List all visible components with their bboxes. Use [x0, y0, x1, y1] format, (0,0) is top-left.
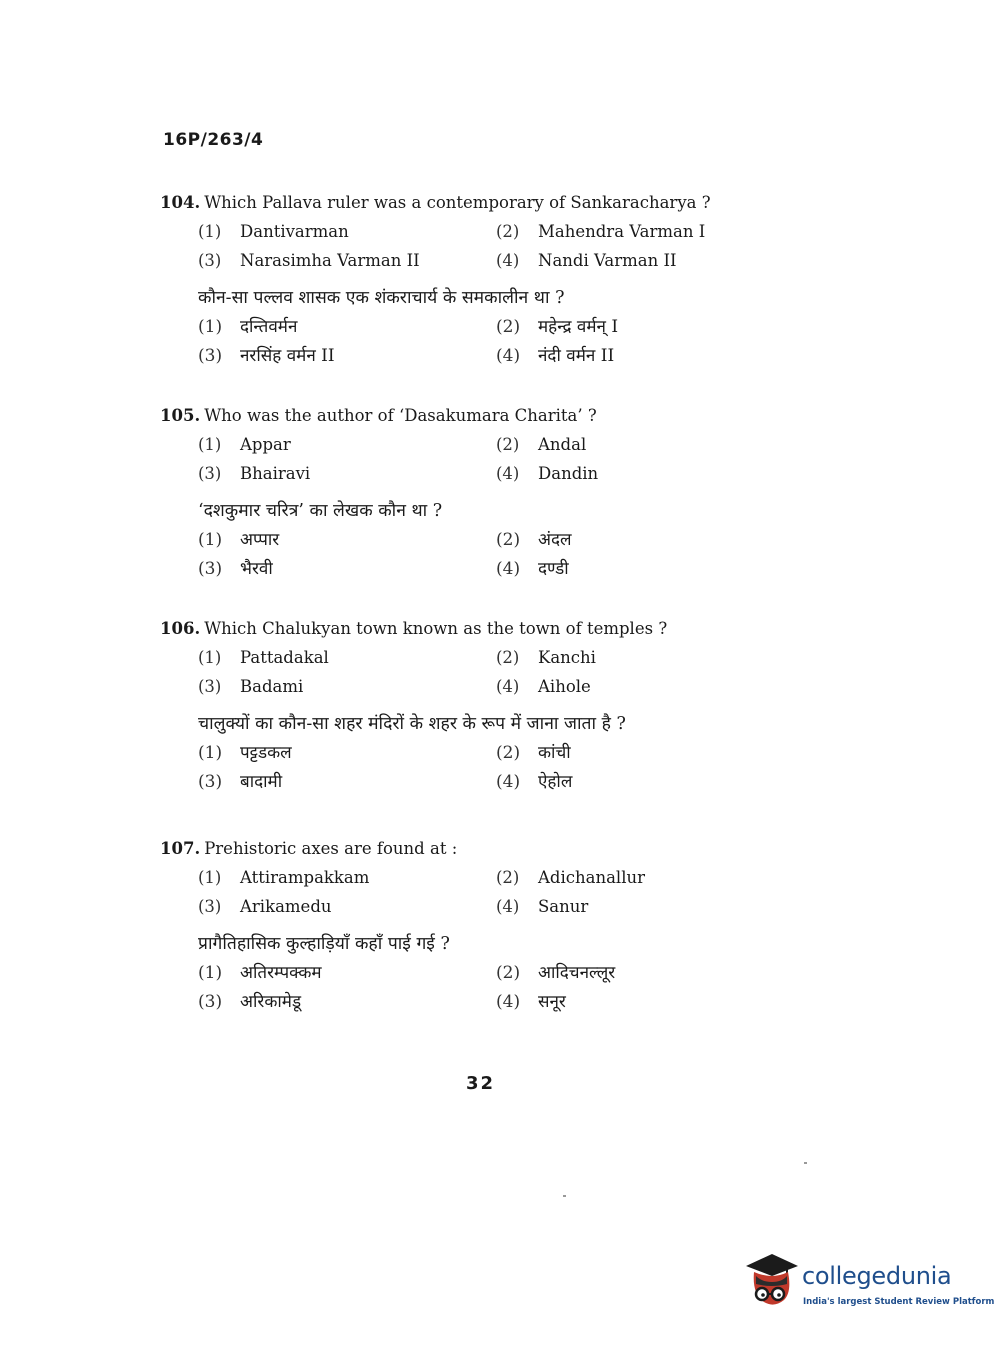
question-text: Prehistoric axes are found at :: [204, 839, 458, 858]
paper-code: 16P/263/4: [163, 130, 264, 150]
question-107: [160, 838, 780, 1014]
option-4: (4) Sanur: [496, 897, 589, 916]
option-3-hi: (3) अरिकामेडू: [198, 992, 302, 1012]
question-stem-en: [160, 192, 780, 214]
option-4-hi: (4) दण्डी: [496, 559, 569, 579]
options-hi: [198, 316, 780, 368]
option-3-hi: (3) बादामी: [198, 772, 283, 792]
option-1: (1) Attirampakkam: [198, 868, 370, 887]
options-en: [198, 433, 780, 485]
question-106: [160, 618, 780, 794]
question-text: Which Pallava ruler was a contemporary of Sankaracharya ?: [204, 193, 711, 212]
option-2: (2) Adichanallur: [496, 868, 645, 887]
brand-tagline: India's largest Student Review Platform: [803, 1297, 995, 1307]
collegedunia-watermark: [742, 1250, 995, 1314]
question-number: 106.: [160, 619, 201, 638]
option-2-hi: (2) अंदल: [496, 530, 572, 550]
question-stem-hi: चालुक्यों का कौन-सा शहर मंदिरों के शहर के रूप में जाना जाता है ?: [198, 714, 626, 734]
question-104: [160, 192, 780, 368]
brand-name: collegedunia: [802, 1262, 952, 1290]
option-1-hi: (1) दन्तिवर्मन: [198, 317, 298, 337]
option-2-hi: (2) महेन्द्र वर्मन् I: [496, 317, 619, 337]
question-text: Which Chalukyan town known as the town of temples ?: [204, 619, 668, 638]
question-stem-hi: कौन-सा पल्लव शासक एक शंकराचार्य के समकालीन था ?: [198, 288, 565, 308]
options-en: [198, 646, 780, 698]
option-3-hi: (3) नरसिंह वर्मन II: [198, 346, 335, 366]
option-4: (4) Aihole: [496, 677, 591, 696]
option-3: (3) Arikamedu: [198, 897, 332, 916]
option-1: (1) Appar: [198, 435, 291, 454]
option-3: (3) Narasimha Varman II: [198, 251, 420, 270]
question-stem-en: [160, 838, 780, 860]
options-hi: [198, 742, 780, 794]
question-number: 105.: [160, 406, 201, 425]
question-text: Who was the author of ‘Dasakumara Charita’ ?: [204, 406, 597, 425]
option-1-hi: (1) अतिरम्पक्कम: [198, 963, 322, 983]
question-stem-hi: ‘दशकुमार चरित्र’ का लेखक कौन था ?: [198, 501, 443, 521]
option-4: (4) Nandi Varman II: [496, 251, 677, 270]
option-1: (1) Dantivarman: [198, 222, 349, 241]
options-hi: [198, 529, 780, 581]
page-number: 32: [466, 1073, 496, 1094]
option-2-hi: (2) आदिचनल्लूर: [496, 963, 616, 983]
question-stem-en: [160, 618, 780, 640]
option-4-hi: (4) सनूर: [496, 992, 566, 1012]
option-4-hi: (4) ऐहोल: [496, 772, 573, 792]
question-stem-hi: प्रागैतिहासिक कुल्हाड़ियाँ कहाँ पाई गई ?: [198, 934, 450, 954]
scan-speck: [804, 1162, 807, 1164]
option-3: (3) Badami: [198, 677, 304, 696]
option-2: (2) Andal: [496, 435, 587, 454]
option-3: (3) Bhairavi: [198, 464, 311, 483]
options-en: [198, 866, 780, 918]
question-stem-en: [160, 405, 780, 427]
option-2: (2) Mahendra Varman I: [496, 222, 706, 241]
options-hi: [198, 962, 780, 1014]
question-number: 107.: [160, 839, 201, 858]
option-2-hi: (2) कांची: [496, 743, 571, 763]
option-2: (2) Kanchi: [496, 648, 596, 667]
scan-speck: [563, 1195, 566, 1197]
question-number: 104.: [160, 193, 201, 212]
question-105: [160, 405, 780, 581]
option-4-hi: (4) नंदी वर्मन II: [496, 346, 615, 366]
option-1-hi: (1) अप्पार: [198, 530, 280, 550]
options-en: [198, 220, 780, 272]
option-4: (4) Dandin: [496, 464, 599, 483]
mascot-logo-icon: [742, 1250, 800, 1310]
option-1-hi: (1) पट्टडकल: [198, 743, 292, 763]
option-3-hi: (3) भैरवी: [198, 559, 273, 579]
option-1: (1) Pattadakal: [198, 648, 329, 667]
